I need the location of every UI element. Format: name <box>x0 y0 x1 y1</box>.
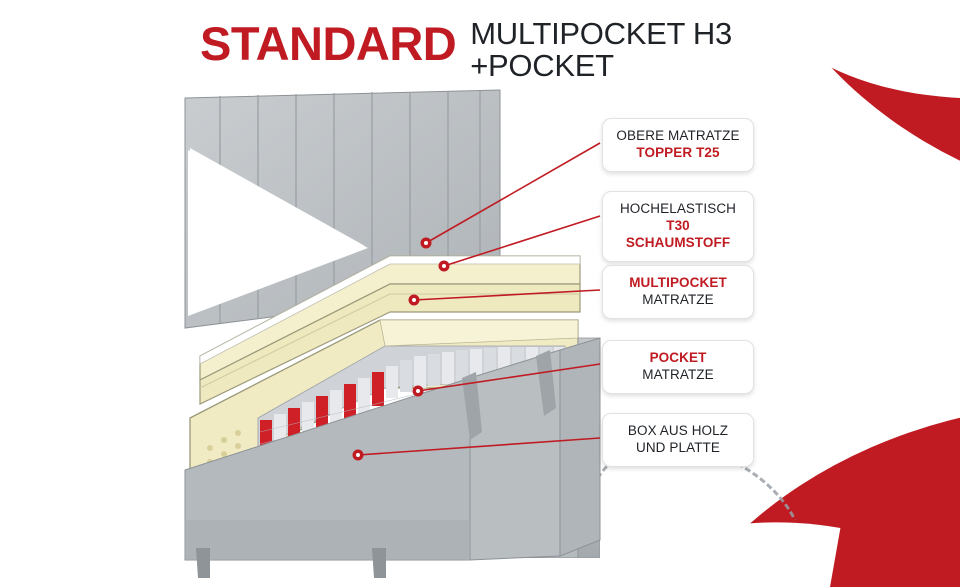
callout-foam-line1: HOCHELASTISCH <box>619 201 737 216</box>
callout-multipocket-line1: MULTIPOCKET <box>629 275 727 290</box>
callout-multipocket-line2: MATRATZE <box>642 291 714 307</box>
callout-pocket-line1: POCKET <box>649 350 707 365</box>
callout-box-line2: UND PLATTE <box>635 439 720 455</box>
page-title <box>200 14 732 82</box>
callout-top-mattress-line2: TOPPER T25 <box>636 144 720 160</box>
callout-multipocket <box>602 265 754 319</box>
callout-top-mattress-line1: OBERE MATRATZE <box>616 128 740 143</box>
base-fabric-panel <box>578 338 600 558</box>
callout-foam <box>602 191 754 262</box>
callout-top-mattress <box>602 118 754 172</box>
product-illustration <box>180 88 600 558</box>
title-standard: STANDARD <box>200 17 457 70</box>
title-model <box>470 14 732 82</box>
title-model-line1: MULTIPOCKET H3 <box>470 16 732 51</box>
bed-cutaway-svg <box>180 88 600 558</box>
callout-pocket-line2: MATRATZE <box>642 366 714 382</box>
callout-pocket <box>602 340 754 394</box>
callout-foam-line2: T30 SCHAUMSTOFF <box>625 217 731 250</box>
callout-box <box>602 413 754 467</box>
callout-box-line1: BOX AUS HOLZ <box>627 423 729 438</box>
title-model-line2: +POCKET <box>470 48 614 84</box>
